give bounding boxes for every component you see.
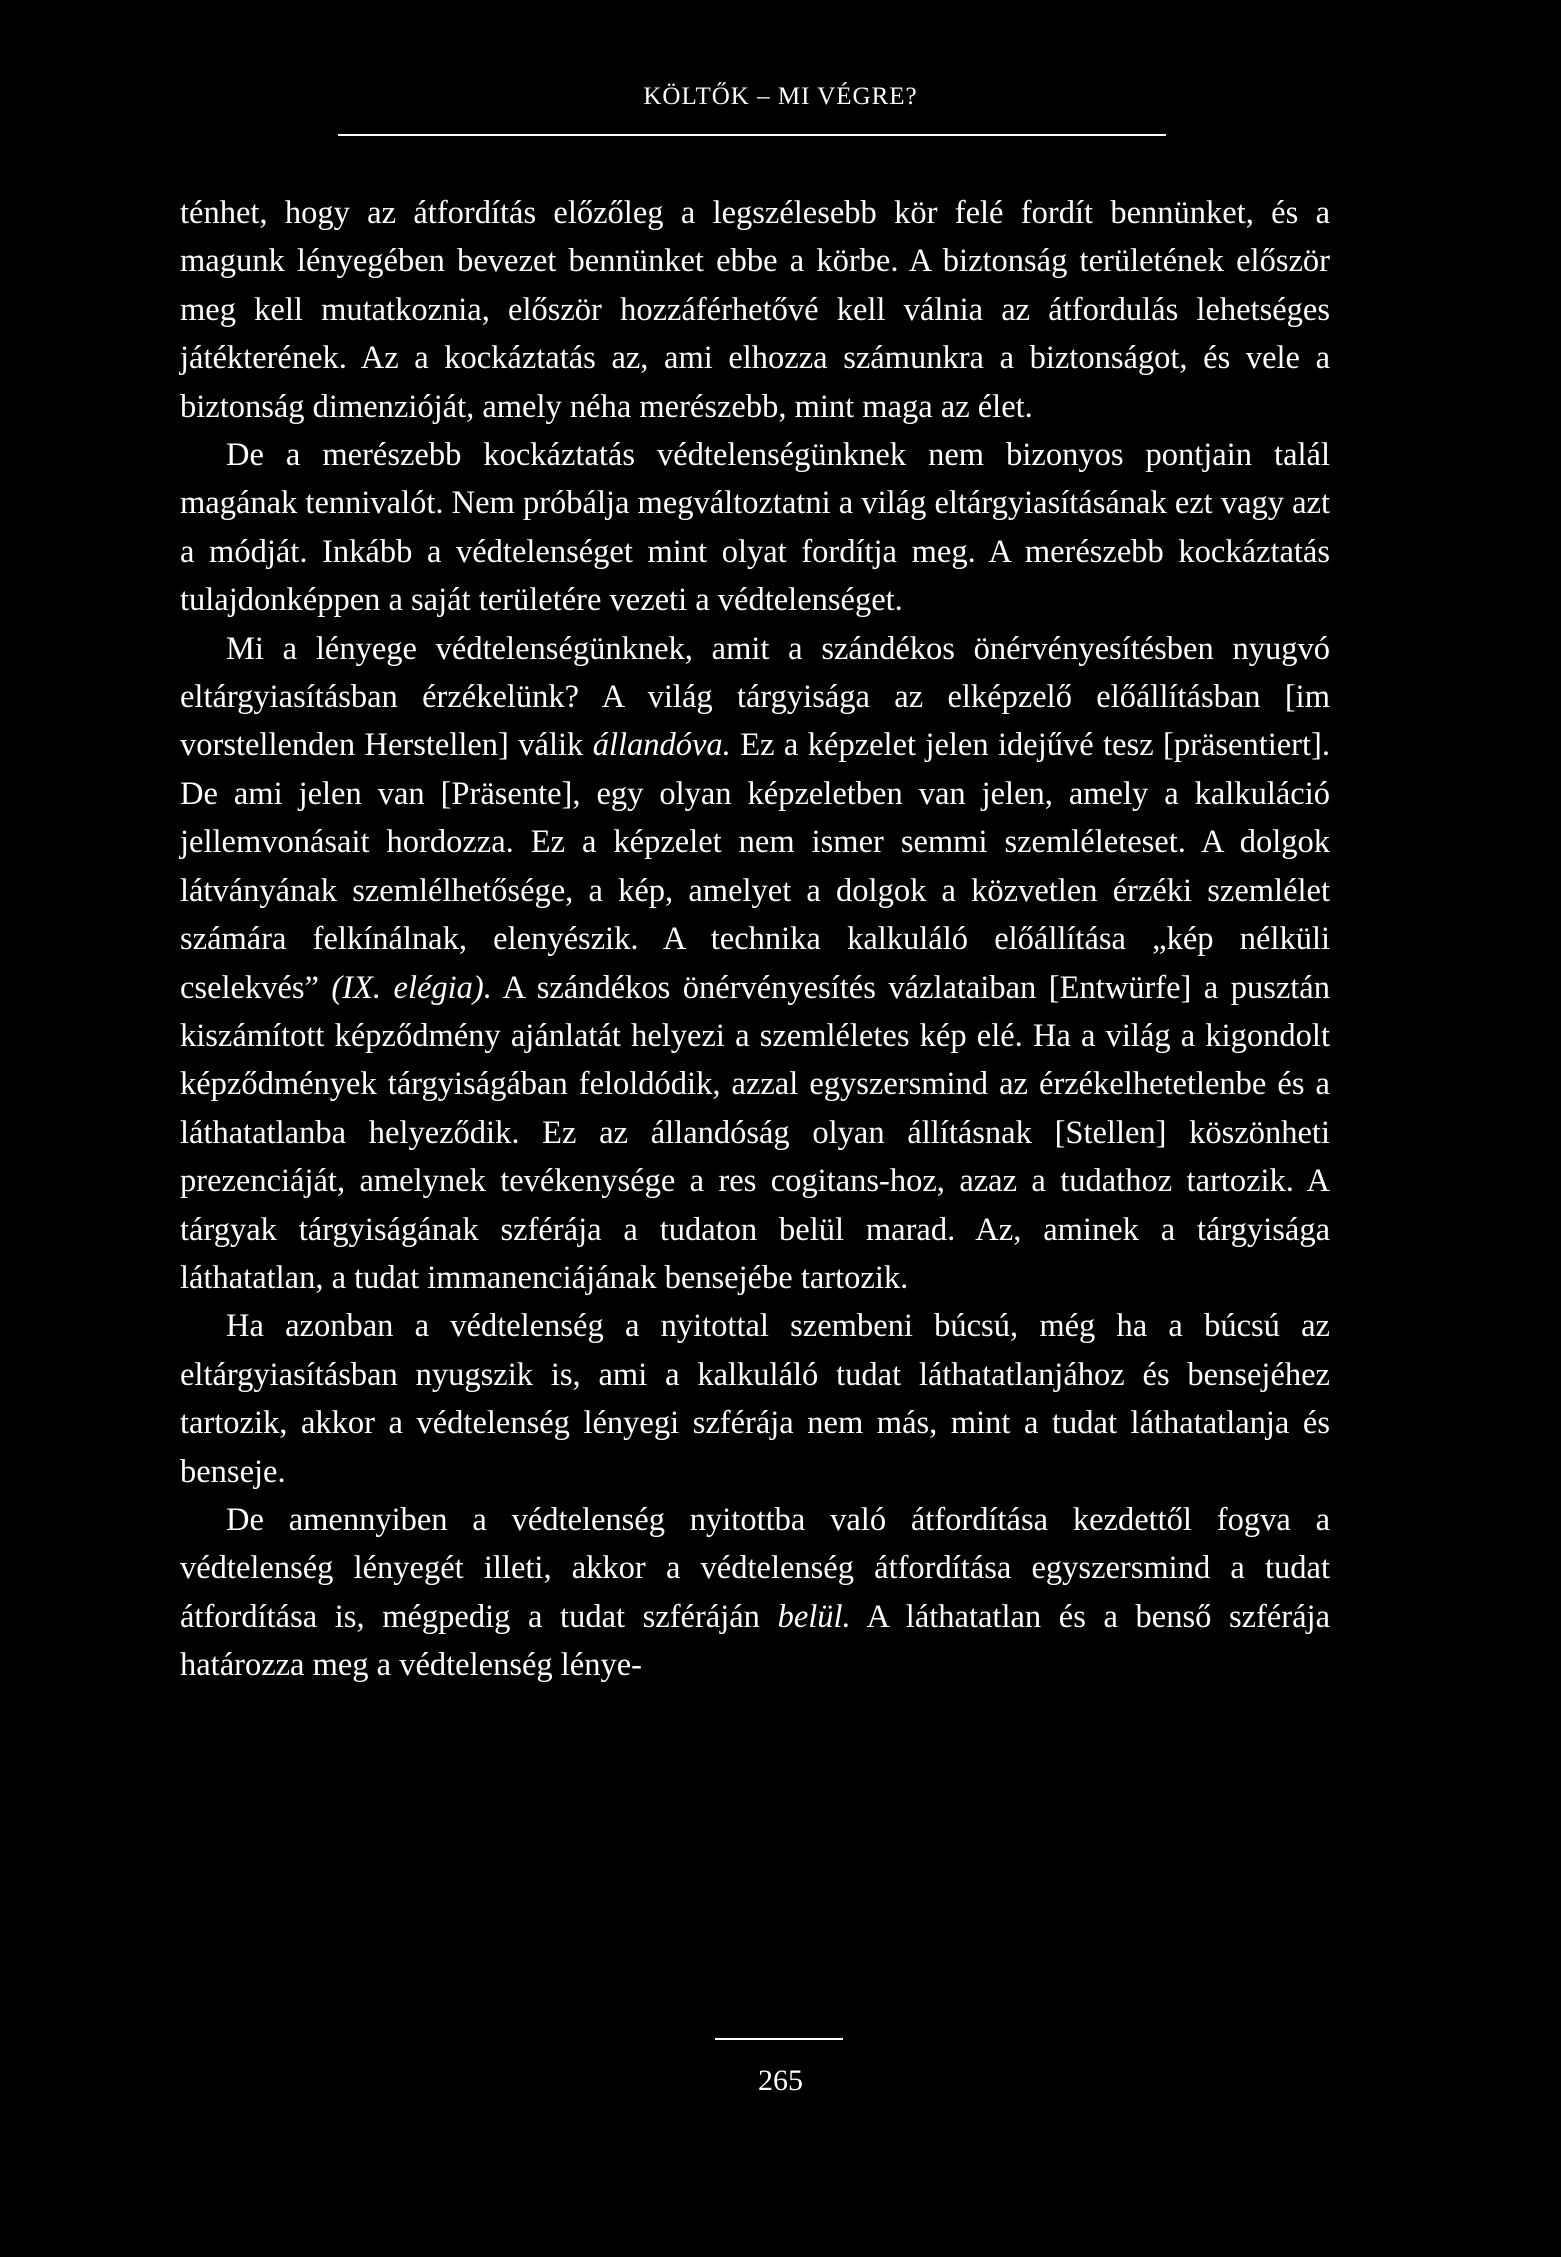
- paragraph-1: ténhet, hogy az átfordítás előzőleg a legszélesebb kör felé fordít bennünket, és a magunk lényegében bevezet bennünket ebbe a körbe. A biztonság területének először meg kell mutatkoznia, először hozzáférhetővé kell válnia az átfordulás lehetséges játékterének. Az a kockáztatás az, ami elhozza számunkra a biztonságot, és vele a biztonság dimenzióját, amely néha merészebb, mint maga az élet.: [180, 195, 1330, 425]
- paragraph-5-part-b: A láthatatlan és a benső szférája határozza meg a védtelenség lénye-: [180, 1598, 1330, 1684]
- header-rule: [338, 134, 1166, 136]
- body-text: [180, 189, 1330, 1690]
- paragraph-3: [180, 625, 1330, 1303]
- paragraph-4: Ha azonban a védtelenség a nyitottal szembeni búcsú, még ha a búcsú az eltárgyiasításban nyugszik is, ami a kalkuláló tudat láthatatlanjához és bensejéhez tartozik, akkor a védtelenség lényegi szférája nem más, mint a tudat láthatatlanja és benseje.: [180, 1308, 1330, 1490]
- paragraph-5: [180, 1496, 1330, 1690]
- paragraph-3-part-c: A szándékos önérvényesítés vázlataiban [Entwürfe] a pusztán kiszámított képződmény ajánlatát helyezi a szemléletes kép elé. Ha a világ a kigondolt képződmények tárgyiságában feloldódik, azzal egyszersmind az érzékelhetetlenbe és a láthatatlanba helyeződik. Ez az állandóság olyan állításnak [Stellen] köszönheti prezenciáját, amelynek tevékenysége a res cogitans-hoz, azaz a tudathoz tartozik. A tárgyak tárgyiságának szférája a tudaton belül marad. Az, aminek a tárgyisága láthatatlan, a tudat immanenciájának bensejébe tartozik.: [180, 969, 1330, 1296]
- paragraph-5-italic: belül.: [777, 1598, 851, 1635]
- paragraph-3-part-b: Ez a képzelet jelen idejűvé tesz [präsentiert]. De ami jelen van [Präsente], egy olyan képzeletben van jelen, amely a kalkuláció jellemvonásait hordozza. Ez a képzelet nem ismer semmi szemléleteset. A dolgok látványának szemlélhetősége, a kép, amelyet a dolgok a közvetlen érzéki szemlélet számára felkínálnak, elenyészik. A technika kalkuláló előállítása „kép nélküli cselekvés”: [180, 727, 1330, 1006]
- paragraph-3-italic-1: állandóva.: [592, 727, 731, 764]
- footer-rule: [715, 2038, 843, 2040]
- paragraph-5-part-a: De amennyiben a védtelenség nyitottba való átfordítása kezdettől fogva a védtelenség lényegét illeti, akkor a védtelenség átfordítása egyszersmind a tudat átfordítása is, mégpedig a tudat szféráján: [180, 1501, 1330, 1635]
- paragraph-3-part-a: Mi a lényege védtelenségünknek, amit a szándékos önérvényesítésben nyugvó eltárgyiasításban érzékelünk? A világ tárgyisága az elképzelő előállításban [im vorstellenden Herstellen] válik: [180, 630, 1330, 764]
- paragraph-3-italic-2: (IX. elégia).: [331, 969, 492, 1006]
- page-number: 265: [758, 2064, 803, 2097]
- paragraph-2: De a merészebb kockáztatás védtelenségünknek nem bizonyos pontjain talál magának tennivalót. Nem próbálja megváltoztatni a világ eltárgyiasításának ezt vagy azt a módját. Inkább a védtelenséget mint olyat fordítja meg. A merészebb kockáztatás tulajdonképpen a saját területére vezeti a védtelenséget.: [180, 437, 1331, 619]
- running-head: KÖLTŐK – MI VÉGRE?: [643, 83, 918, 110]
